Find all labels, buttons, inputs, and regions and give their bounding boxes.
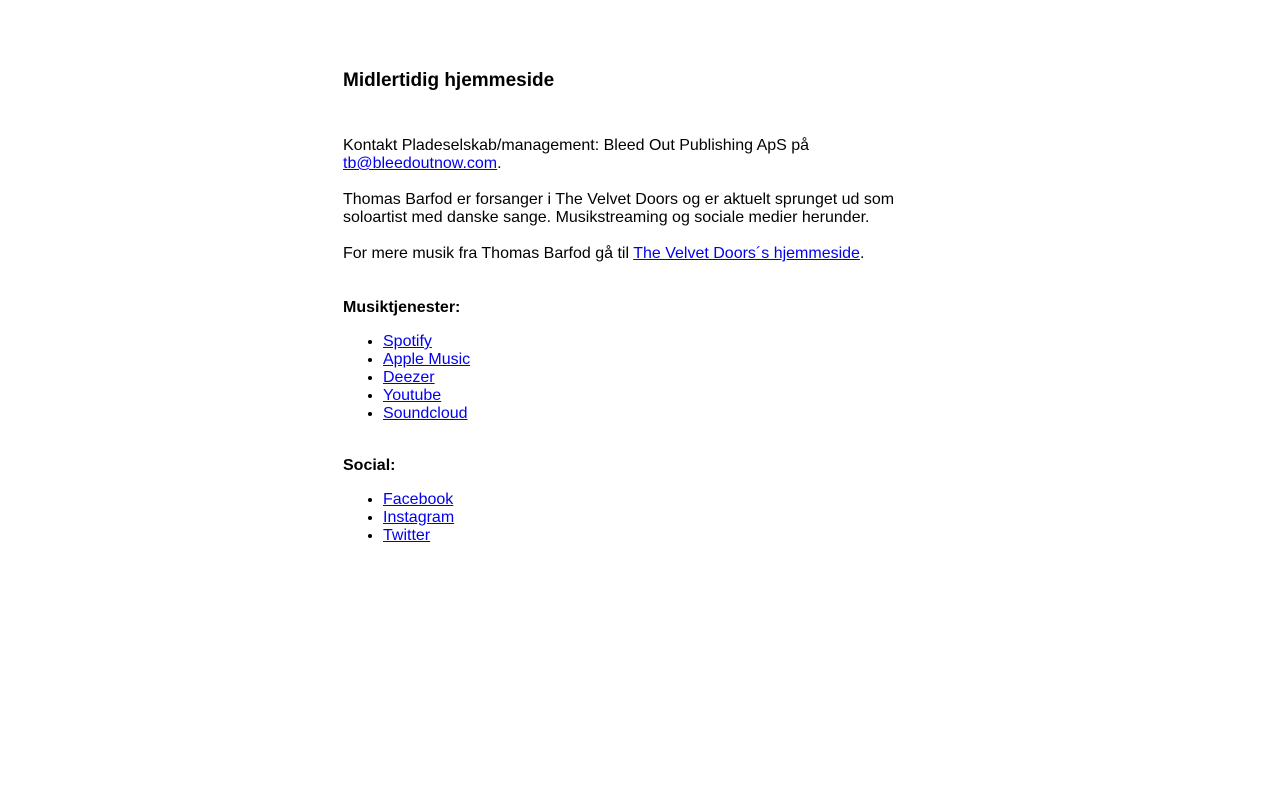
email-link[interactable]: tb@bleedoutnow.com xyxy=(343,155,498,172)
spotify-link[interactable]: Spotify xyxy=(383,333,432,350)
page-title: Midlertidig hjemmeside xyxy=(343,70,555,91)
social-heading: Social: xyxy=(343,457,396,474)
contact-paragraph xyxy=(343,137,923,173)
page-content xyxy=(343,70,923,545)
list-item xyxy=(383,369,923,387)
music-services-list xyxy=(343,333,923,423)
contact-suffix: . xyxy=(497,155,502,172)
more-music-paragraph xyxy=(343,245,923,263)
facebook-link[interactable]: Facebook xyxy=(383,491,454,508)
music-services-heading: Musiktjenester: xyxy=(343,299,461,316)
more-music-text: For mere musik fra Thomas Barfod gå til xyxy=(343,245,634,262)
velvet-doors-homepage-link[interactable]: The Velvet Doors´s hjemmeside xyxy=(633,245,860,262)
list-item xyxy=(383,527,923,545)
list-item xyxy=(383,387,923,405)
contact-text: Kontakt Pladeselskab/management: Bleed Out Publishing ApS på xyxy=(343,137,810,154)
soundcloud-link[interactable]: Soundcloud xyxy=(383,405,468,422)
twitter-link[interactable]: Twitter xyxy=(383,527,431,544)
social-list xyxy=(343,491,923,545)
list-item xyxy=(383,491,923,509)
list-item xyxy=(383,351,923,369)
deezer-link[interactable]: Deezer xyxy=(383,369,435,386)
youtube-link[interactable]: Youtube xyxy=(383,387,442,404)
list-item xyxy=(383,405,923,423)
bio-paragraph: Thomas Barfod er forsanger i The Velvet Doors og er aktuelt sprunget ud som soloartist med danske sange. Musikstreaming og sociale medier herunder. xyxy=(343,191,895,226)
more-music-suffix: . xyxy=(859,245,865,262)
apple-music-link[interactable]: Apple Music xyxy=(383,351,471,368)
list-item xyxy=(383,333,923,351)
list-item xyxy=(383,509,923,527)
instagram-link[interactable]: Instagram xyxy=(383,509,455,526)
